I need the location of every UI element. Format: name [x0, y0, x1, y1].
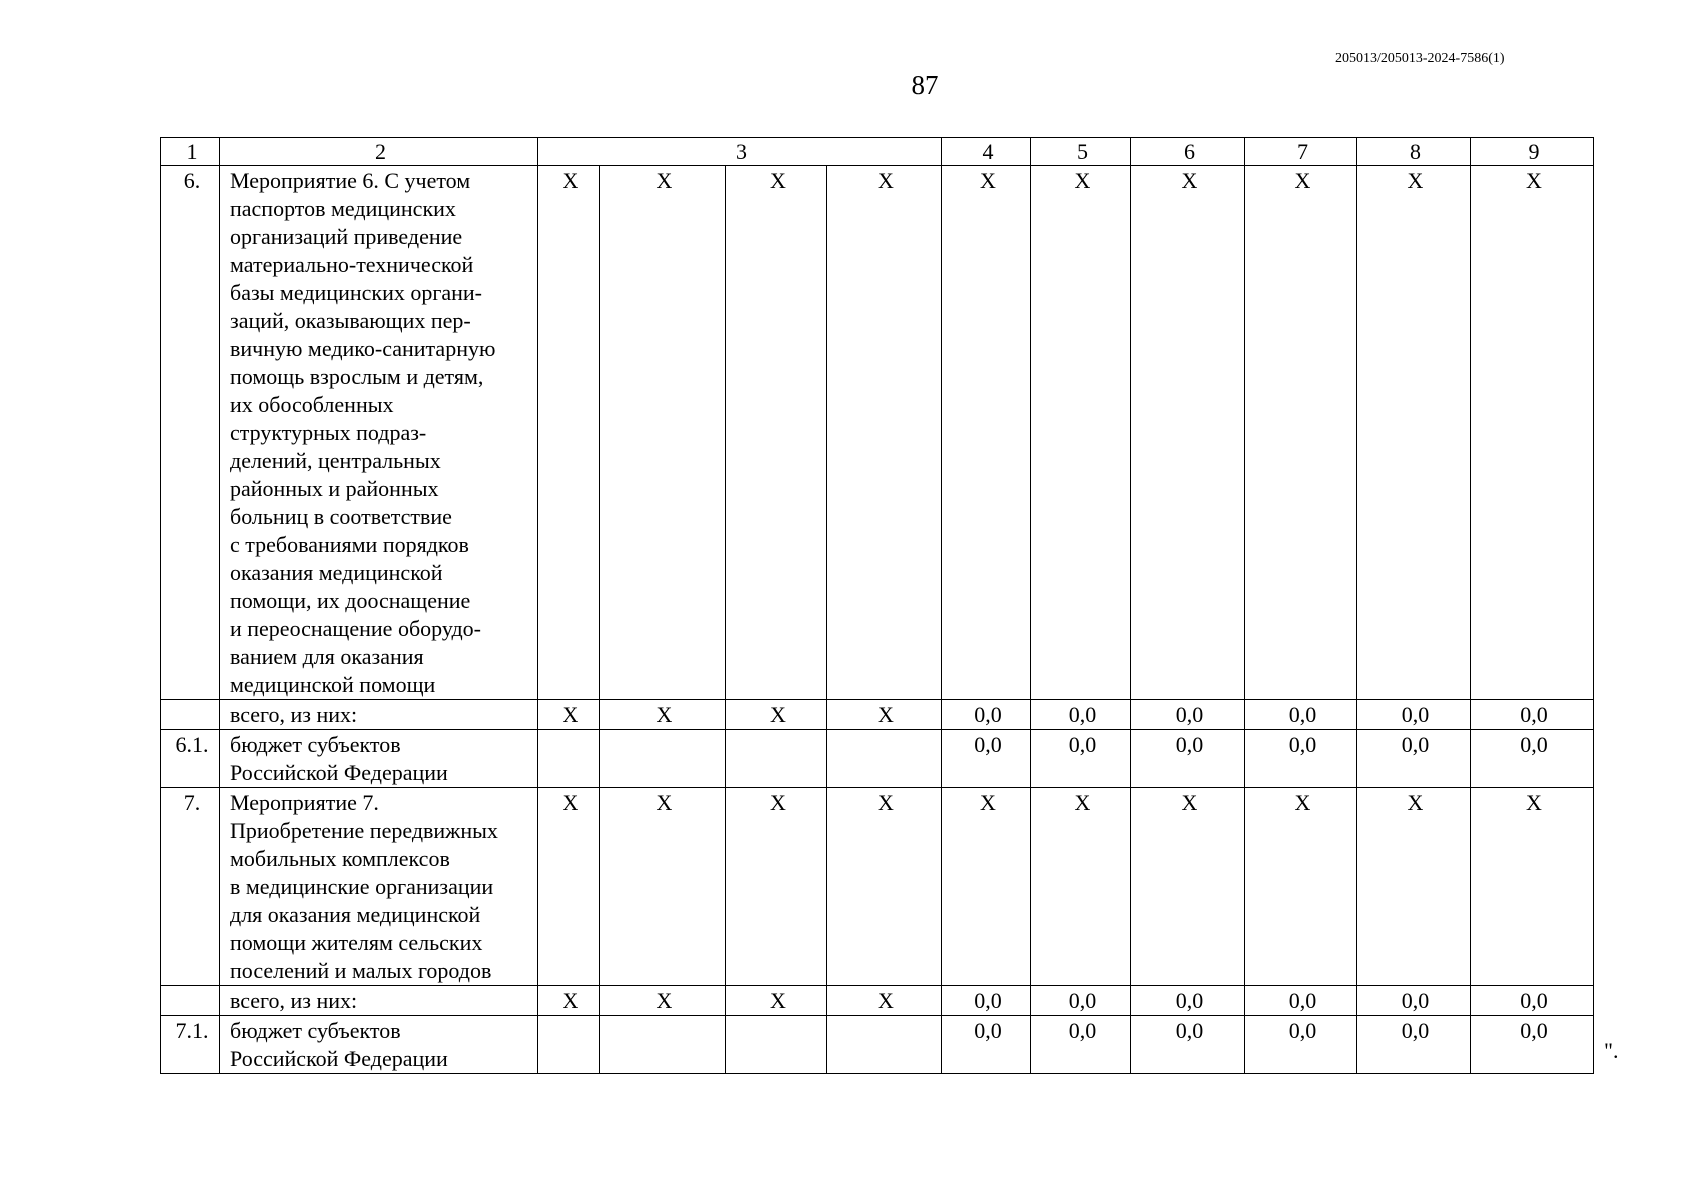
- description-line: всего, из них:: [230, 702, 358, 727]
- header-row: [161, 138, 1594, 166]
- budget-table: [160, 137, 1594, 1074]
- value-cell: 0,0: [1245, 730, 1357, 788]
- value-cell: 0,0: [1031, 730, 1131, 788]
- closing-quote: ".: [1604, 1038, 1619, 1063]
- row-number: 6.: [161, 166, 220, 700]
- column-header: 4: [942, 138, 1031, 166]
- column-header: 8: [1357, 138, 1471, 166]
- value-cell: 0,0: [942, 700, 1031, 730]
- col3-cell: Х: [827, 700, 942, 730]
- column-header: 6: [1131, 138, 1245, 166]
- value-cell: Х: [1471, 166, 1594, 700]
- value-cell: 0,0: [942, 986, 1031, 1016]
- col3-cell: Х: [827, 986, 942, 1016]
- description-line: районных и районных: [230, 476, 439, 501]
- value-cell: Х: [1031, 166, 1131, 700]
- value-cell: Х: [1131, 788, 1245, 986]
- column-header: 1: [161, 138, 220, 166]
- col3-cell: [600, 730, 726, 788]
- description-line: помощи жителям сельских: [230, 930, 483, 955]
- col3-cell: Х: [827, 788, 942, 986]
- description-line: бюджет субъектов: [230, 732, 401, 757]
- col3-cell: Х: [538, 700, 600, 730]
- row-description: [220, 986, 538, 1016]
- description-line: мобильных комплексов: [230, 846, 450, 871]
- value-cell: 0,0: [1245, 986, 1357, 1016]
- value-cell: 0,0: [1245, 700, 1357, 730]
- description-line: помощь взрослым и детям,: [230, 364, 484, 389]
- col3-cell: [726, 730, 827, 788]
- table-row: [161, 166, 1594, 700]
- description-line: их обособленных: [230, 392, 394, 417]
- value-cell: 0,0: [1131, 1016, 1245, 1074]
- description-line: оказания медицинской: [230, 560, 443, 585]
- description-line: для оказания медицинской: [230, 902, 481, 927]
- value-cell: 0,0: [1471, 986, 1594, 1016]
- column-header: 2: [220, 138, 538, 166]
- col3-cell: Х: [827, 166, 942, 700]
- col3-cell: Х: [726, 166, 827, 700]
- description-line: больниц в соответствие: [230, 504, 452, 529]
- col3-cell: Х: [726, 986, 827, 1016]
- col3-cell: Х: [726, 788, 827, 986]
- description-line: базы медицинских органи-: [230, 280, 483, 305]
- col3-cell: [538, 1016, 600, 1074]
- description-line: медицинской помощи: [230, 672, 436, 697]
- description-line: Мероприятие 7.: [230, 790, 379, 815]
- description-line: и переоснащение оборудо-: [230, 616, 481, 641]
- col3-cell: Х: [600, 788, 726, 986]
- column-header: 9: [1471, 138, 1594, 166]
- description-line: поселений и малых городов: [230, 958, 492, 983]
- page-number: 87: [911, 70, 939, 100]
- col3-cell: [827, 1016, 942, 1074]
- value-cell: 0,0: [1131, 700, 1245, 730]
- row-number: [161, 986, 220, 1016]
- description-line: Российской Федерации: [230, 760, 448, 785]
- row-description: [220, 700, 538, 730]
- col3-cell: Х: [600, 986, 726, 1016]
- table-row: [161, 730, 1594, 788]
- description-line: организаций приведение: [230, 224, 463, 249]
- column-header: 7: [1245, 138, 1357, 166]
- value-cell: Х: [1357, 788, 1471, 986]
- value-cell: 0,0: [1357, 730, 1471, 788]
- value-cell: Х: [1357, 166, 1471, 700]
- description-line: структурных подраз-: [230, 420, 427, 445]
- description-line: вичную медико-санитарную: [230, 336, 496, 361]
- value-cell: 0,0: [1357, 986, 1471, 1016]
- description-line: заций, оказывающих пер-: [230, 308, 471, 333]
- row-number: 6.1.: [161, 730, 220, 788]
- value-cell: Х: [1031, 788, 1131, 986]
- description-line: Российской Федерации: [230, 1046, 448, 1071]
- col3-cell: [726, 1016, 827, 1074]
- description-line: помощи, их дооснащение: [230, 588, 471, 613]
- value-cell: 0,0: [1471, 1016, 1594, 1074]
- value-cell: 0,0: [1357, 700, 1471, 730]
- row-description: [220, 730, 538, 788]
- table-row: [161, 700, 1594, 730]
- description-line: Приобретение передвижных: [230, 818, 498, 843]
- column-header: 5: [1031, 138, 1131, 166]
- value-cell: Х: [1131, 166, 1245, 700]
- value-cell: 0,0: [1131, 986, 1245, 1016]
- row-number: 7.1.: [161, 1016, 220, 1074]
- col3-cell: [538, 730, 600, 788]
- description-line: паспортов медицинских: [230, 196, 456, 221]
- value-cell: 0,0: [1357, 1016, 1471, 1074]
- value-cell: 0,0: [942, 730, 1031, 788]
- row-number: [161, 700, 220, 730]
- row-description: [220, 1016, 538, 1074]
- value-cell: Х: [942, 166, 1031, 700]
- value-cell: 0,0: [1245, 1016, 1357, 1074]
- table-row: [161, 986, 1594, 1016]
- col3-cell: [600, 1016, 726, 1074]
- col3-cell: Х: [600, 166, 726, 700]
- value-cell: 0,0: [1031, 1016, 1131, 1074]
- column-header: 3: [538, 138, 942, 166]
- col3-cell: [827, 730, 942, 788]
- description-line: материально-технической: [230, 252, 474, 277]
- col3-cell: Х: [600, 700, 726, 730]
- description-line: с требованиями порядков: [230, 532, 469, 557]
- value-cell: Х: [1245, 166, 1357, 700]
- description-line: Мероприятие 6. С учетом: [230, 168, 471, 193]
- row-number: 7.: [161, 788, 220, 986]
- description-line: бюджет субъектов: [230, 1018, 401, 1043]
- col3-cell: Х: [538, 986, 600, 1016]
- value-cell: 0,0: [1131, 730, 1245, 788]
- row-description: [220, 166, 538, 700]
- description-line: делений, центральных: [230, 448, 441, 473]
- value-cell: 0,0: [1471, 700, 1594, 730]
- col3-cell: Х: [538, 166, 600, 700]
- table-row: [161, 788, 1594, 986]
- description-line: всего, из них:: [230, 988, 358, 1013]
- document-id: 205013/205013-2024-7586(1): [1335, 51, 1505, 66]
- value-cell: 0,0: [1031, 700, 1131, 730]
- row-description: [220, 788, 538, 986]
- description-line: в медицинские организации: [230, 874, 494, 899]
- col3-cell: Х: [726, 700, 827, 730]
- col3-cell: Х: [538, 788, 600, 986]
- description-line: ванием для оказания: [230, 644, 424, 669]
- value-cell: Х: [942, 788, 1031, 986]
- value-cell: 0,0: [1471, 730, 1594, 788]
- table-row: [161, 1016, 1594, 1074]
- value-cell: Х: [1245, 788, 1357, 986]
- value-cell: 0,0: [1031, 986, 1131, 1016]
- value-cell: 0,0: [942, 1016, 1031, 1074]
- value-cell: Х: [1471, 788, 1594, 986]
